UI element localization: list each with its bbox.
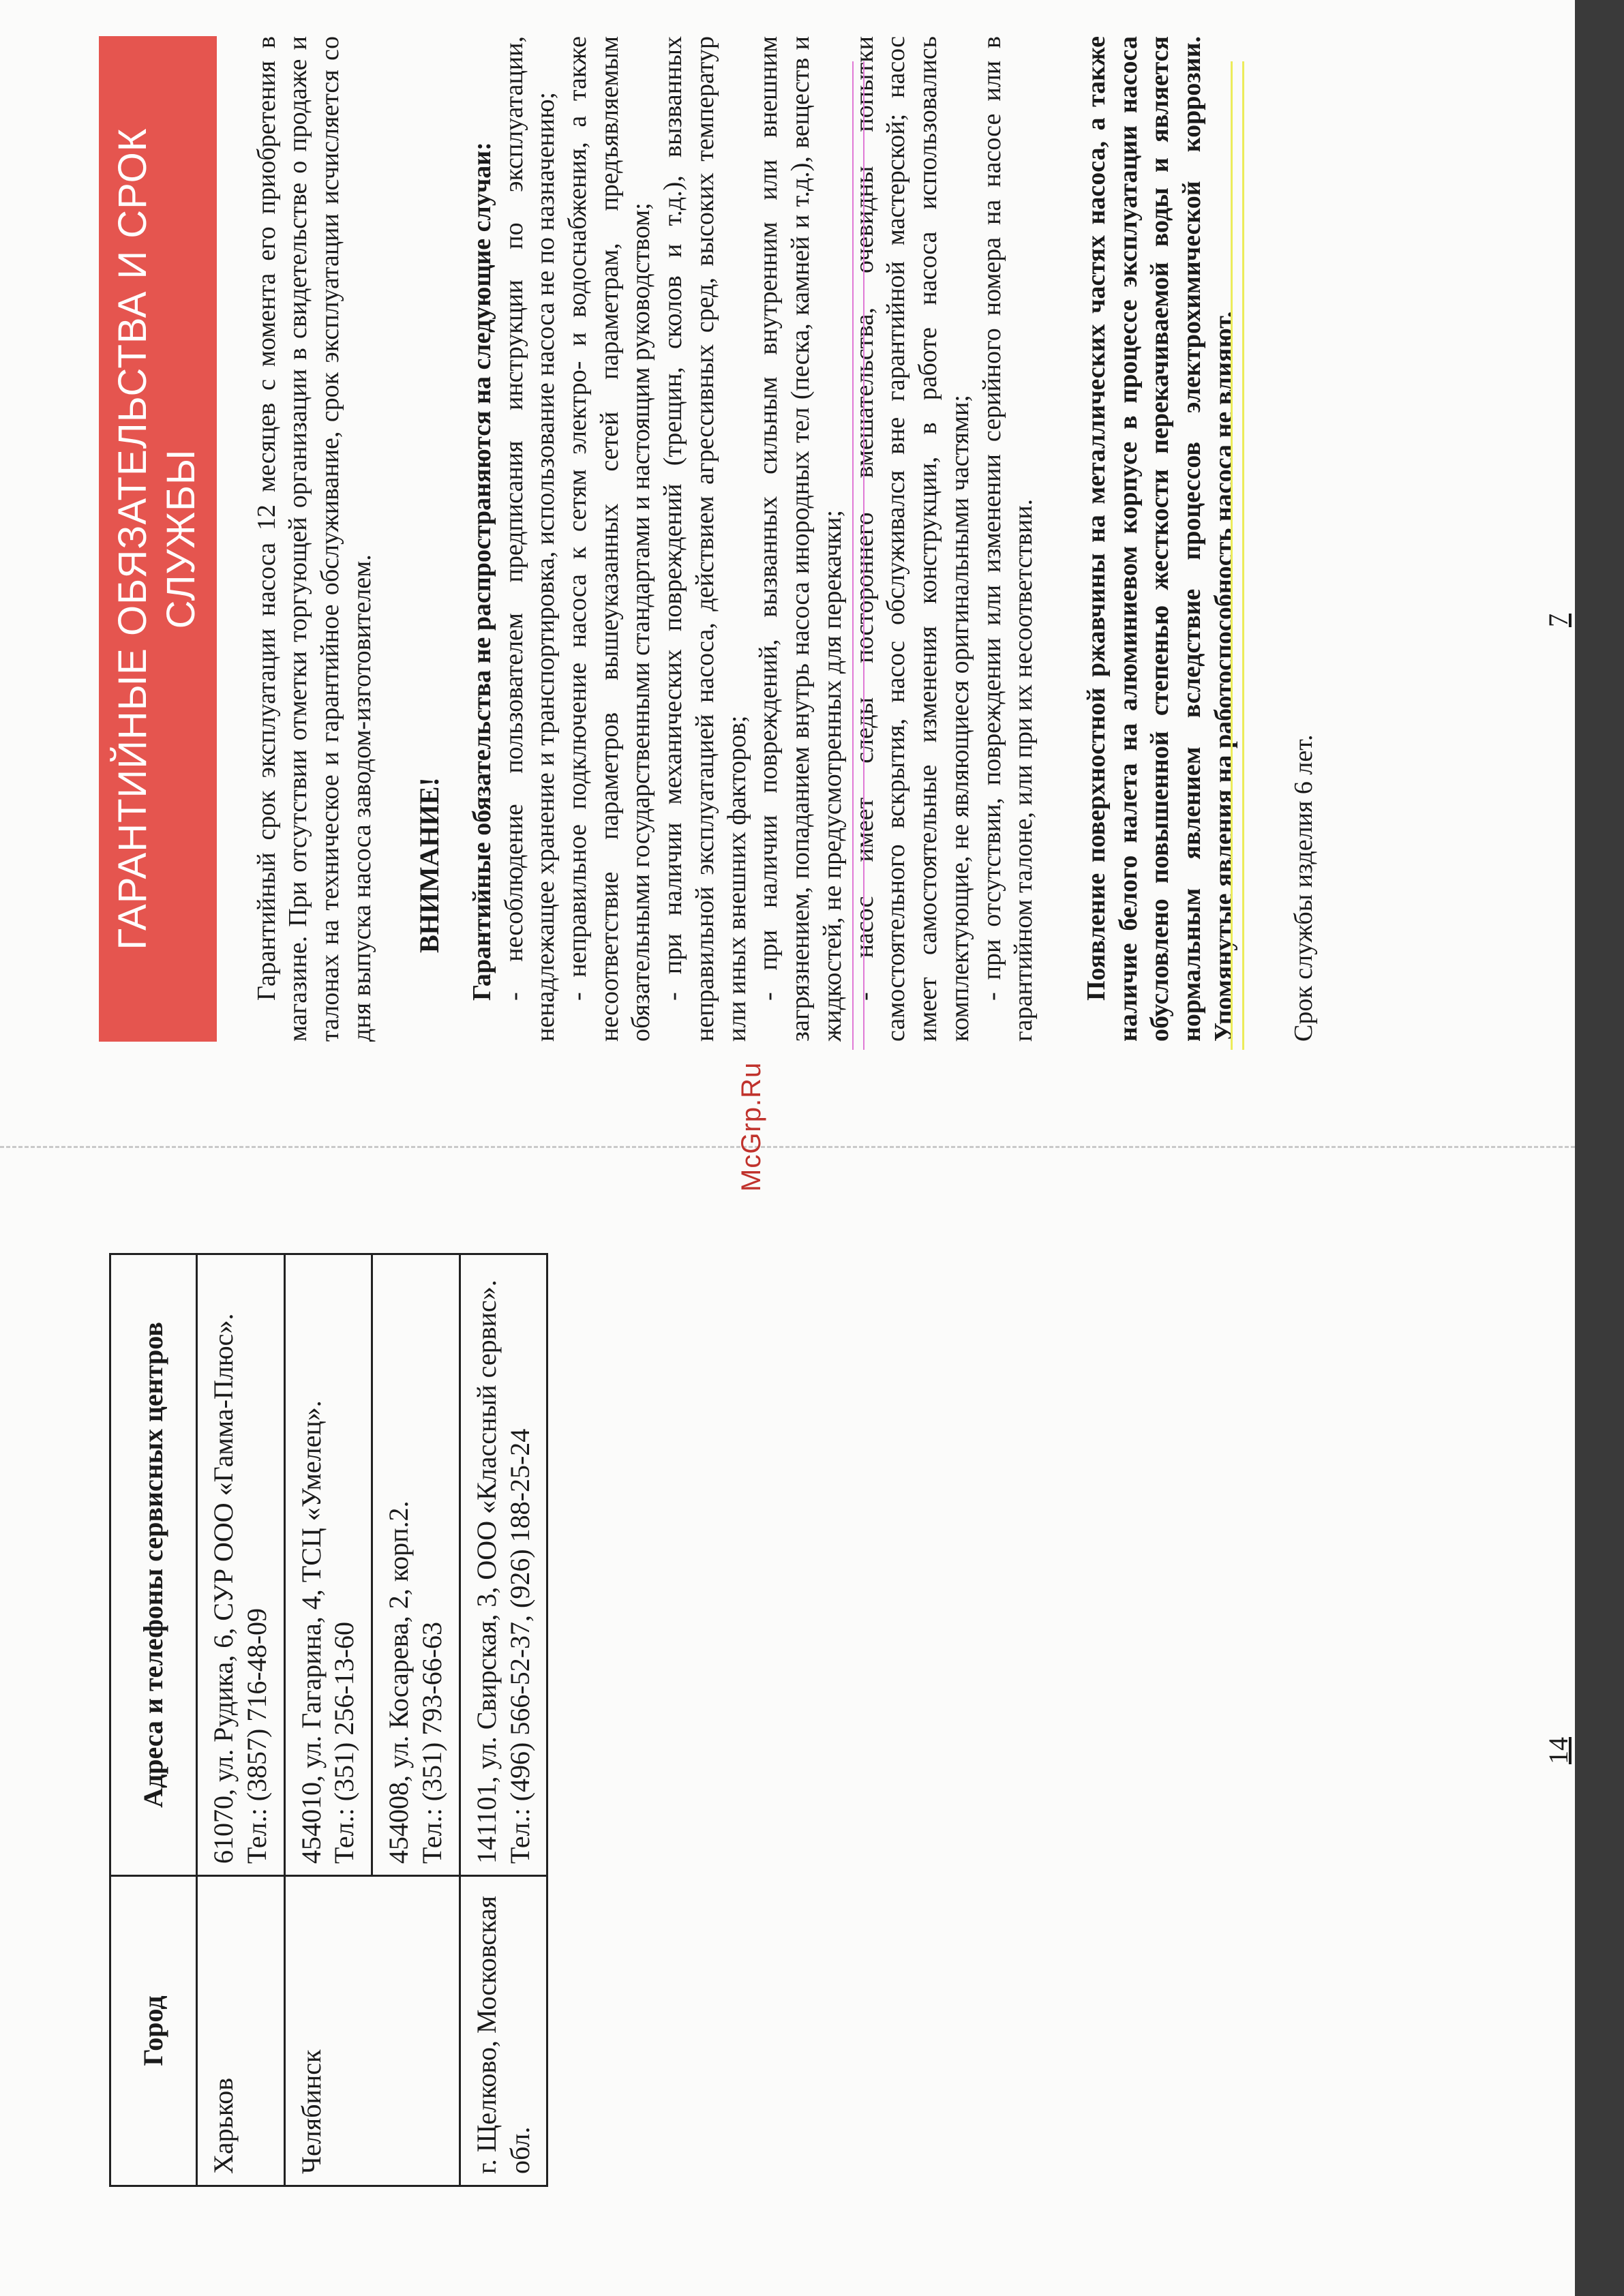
table-row (460, 1254, 547, 2186)
attention-heading: ВНИМАНИЕ! (413, 777, 445, 953)
city-cell: г. Щелково, Московская обл. (460, 1876, 547, 2186)
table-header-row (110, 1254, 197, 2186)
case-item: - при отсутствии, повреждении или изменении серийного номера на насосе или в гарантийном талоне, или при их несоответствии. (977, 36, 1038, 1042)
column-header-city: Город (110, 1876, 197, 2186)
address-text: 454010, ул. Гагарина, 4, ТСЦ «Умелец». (295, 1400, 327, 1864)
address-cell (460, 1254, 547, 1876)
address-text: 454008, ул. Косарева, 2, корп.2. (383, 1500, 415, 1864)
page-number-left: 14 (1543, 1737, 1574, 1764)
table-row (284, 1254, 372, 2186)
city-cell: Челябинск (284, 1876, 460, 2186)
case-item: - при наличии механических повреждений (трещин, сколов и т.д.), вызванных неправильной эксплуатацией насоса, действием агрессивных сред, высоких температур или иных внешних факторов; (659, 36, 751, 1042)
fold-line (0, 1146, 1624, 1148)
scan-edge (1575, 0, 1624, 2296)
corrosion-notice: Появление поверхностной ржавчины на металлических частях насоса, а также наличие белого налета на алюминиевом корпусе в процессе эксплуатации насоса обусловлено повышенной степенью жесткости перекачиваемой воды и является нормальным явлением вследствие процессов электрохимической коррозии. Упомянутые явления на работоспособность насоса не влияют. (1082, 36, 1238, 1042)
service-centers-table (109, 1253, 548, 2187)
case-item: - неправильное подключение насоса к сетям электро- и водоснабжения, а также несоответствие параметров вышеуказанных сетей параметрам, предъявляемым обязательными государственными стандартами и настоящим руководством; (562, 36, 656, 1042)
address-cell (197, 1254, 285, 1876)
phone-text: Тел.: (351) 256-13-60 (329, 1621, 360, 1864)
yellow-rule (1231, 61, 1233, 1050)
address-cell (284, 1254, 372, 1876)
phone-text: Тел.: (496) 566-52-37, (926) 188-25-24 (504, 1428, 535, 1864)
phone-text: Тел.: (351) 793-66-63 (416, 1621, 447, 1864)
pink-rule (852, 61, 854, 1050)
column-header-address: Адреса и телефоны сервисных центров (110, 1254, 197, 1876)
case-item: - при наличии повреждений, вызванных сильным внутренним или внешним загрязнением, попаданием внутрь насоса инородных тел (песка, камней и т.д.), веществ и жидкостей, не предусмотренных для перекачки; (754, 36, 847, 1042)
city-cell: Харьков (197, 1876, 285, 2186)
service-life: Срок службы изделия 6 лет. (1289, 734, 1318, 1042)
pink-rule (863, 61, 864, 1050)
table-row (197, 1254, 285, 2186)
not-covered-heading: Гарантийные обязательства не распространяются на следующие случаи: (467, 142, 496, 1001)
yellow-rule (1242, 61, 1244, 1050)
watermark: McGrp.Ru (736, 1061, 766, 1192)
page-number-right: 7 (1543, 614, 1574, 627)
warranty-title-banner: ГАРАНТИЙНЫЕ ОБЯЗАТЕЛЬСТВА И СРОК СЛУЖБЫ (99, 36, 217, 1042)
case-item: - насос имеет следы постороннего вмешательства, очевидны попытки самостоятельного вскрытия, насос обслуживался вне гарантийной мастерской; насос имеет самостоятельные изменения конструкции, в работе насоса использовались комплектующие, не являющиеся оригинальными частями; (849, 36, 974, 1042)
address-text: 141101, ул. Свирская, 3, ООО «Классный сервис». (470, 1280, 502, 1864)
address-cell (372, 1254, 460, 1876)
warranty-section (99, 36, 1319, 1042)
address-text: 61070, ул. Рудика, 6, СУР ООО «Гамма-Плюс». (208, 1313, 239, 1864)
case-item: - несоблюдение пользователем предписания инструкции по эксплуатации, ненадлежащее хранение и транспортировка, использование насоса не по назначению; (499, 36, 560, 1042)
phone-text: Тел.: (3857) 716-48-09 (241, 1607, 272, 1864)
warranty-intro: Гарантийный срок эксплуатации насоса 12 месяцев с момента его приобретения в магазине. При отсутствии отметки торгующей организации в свидетельстве о продаже и талонах на техническое и гарантийное обслуживание, срок эксплуатации исчисляется со дня выпуска насоса заводом-изготовителем. (252, 36, 376, 1042)
service-centers-table-wrap (109, 1253, 548, 2187)
